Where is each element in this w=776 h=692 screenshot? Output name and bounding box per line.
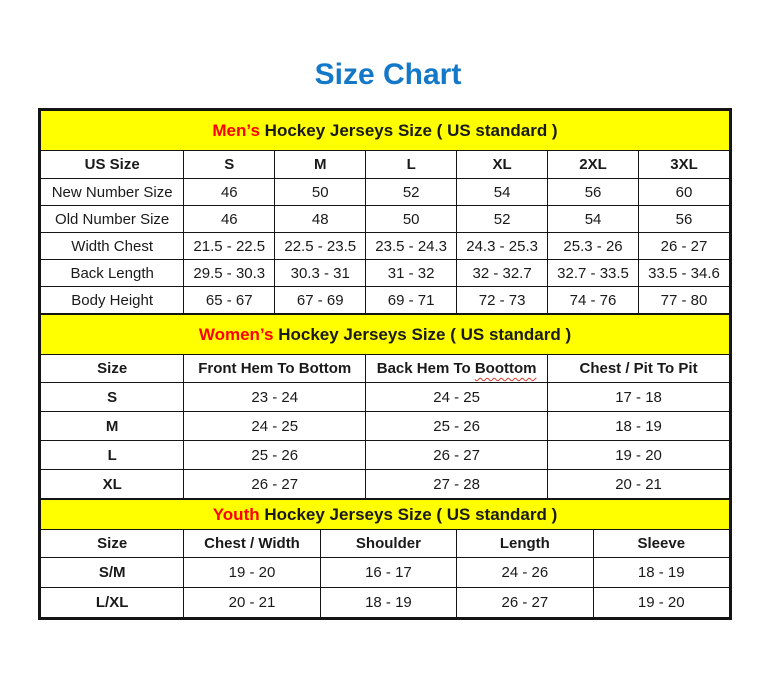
table-row (41, 412, 730, 441)
table-cell: 26 - 27 (366, 441, 548, 470)
youth-section-highlight: Youth (212, 504, 260, 524)
table-cell: 50 (275, 179, 366, 206)
womens-section-header (41, 315, 730, 355)
table-cell: 50 (366, 206, 457, 233)
mens-section-highlight: Men’s (212, 120, 260, 140)
table-cell: 54 (457, 179, 548, 206)
womens-section-highlight: Women’s (198, 324, 274, 344)
youth-size-table (40, 499, 730, 618)
table-cell: 65 - 67 (184, 287, 275, 314)
table-cell: 19 - 20 (548, 441, 730, 470)
column-header: Shoulder (320, 530, 456, 558)
table-cell: 18 - 19 (320, 588, 456, 618)
womens-section-row (41, 315, 730, 355)
table-cell: 31 - 32 (366, 260, 457, 287)
column-header: S (184, 151, 275, 179)
table-cell: 27 - 28 (366, 470, 548, 499)
row-label: Back Length (41, 260, 184, 287)
youth-section-title-text: Hockey Jerseys Size ( US standard ) (264, 504, 558, 524)
table-cell: 54 (548, 206, 639, 233)
column-header: XL (457, 151, 548, 179)
womens-size-table (40, 314, 730, 499)
table-cell: 18 - 19 (593, 558, 729, 588)
table-cell: 72 - 73 (457, 287, 548, 314)
column-header: Chest / Width (184, 530, 320, 558)
table-cell: 24 - 26 (457, 558, 593, 588)
table-cell: 60 (639, 179, 730, 206)
column-header-misspelled (366, 355, 548, 383)
table-cell: 21.5 - 22.5 (184, 233, 275, 260)
table-cell: 52 (366, 179, 457, 206)
table-row (41, 233, 730, 260)
table-cell: 67 - 69 (275, 287, 366, 314)
mens-section-row (41, 111, 730, 151)
row-label: S/M (41, 558, 184, 588)
table-cell: 19 - 20 (593, 588, 729, 618)
column-header: Front Hem To Bottom (184, 355, 366, 383)
table-cell: 30.3 - 31 (275, 260, 366, 287)
table-cell: 24 - 25 (184, 412, 366, 441)
column-header: 3XL (639, 151, 730, 179)
column-header: 2XL (548, 151, 639, 179)
youth-section-header (41, 500, 730, 530)
table-cell: 26 - 27 (639, 233, 730, 260)
table-cell: 22.5 - 23.5 (275, 233, 366, 260)
table-cell: 23 - 24 (184, 383, 366, 412)
table-cell: 19 - 20 (184, 558, 320, 588)
row-label: Old Number Size (41, 206, 184, 233)
table-row (41, 383, 730, 412)
mens-section-title-text: Hockey Jerseys Size ( US standard ) (264, 120, 558, 140)
column-header: Chest / Pit To Pit (548, 355, 730, 383)
row-label: Width Chest (41, 233, 184, 260)
table-row (41, 558, 730, 588)
table-row (41, 260, 730, 287)
row-label: S (41, 383, 184, 412)
table-row (41, 588, 730, 618)
mens-header-row (41, 151, 730, 179)
table-row (41, 441, 730, 470)
table-cell: 32.7 - 33.5 (548, 260, 639, 287)
table-row (41, 287, 730, 314)
table-row (41, 206, 730, 233)
table-cell: 25.3 - 26 (548, 233, 639, 260)
table-cell: 18 - 19 (548, 412, 730, 441)
table-cell: 20 - 21 (548, 470, 730, 499)
table-cell: 52 (457, 206, 548, 233)
table-cell: 69 - 71 (366, 287, 457, 314)
table-cell: 46 (184, 206, 275, 233)
table-cell: 74 - 76 (548, 287, 639, 314)
size-chart-tables (38, 108, 732, 620)
column-header: Size (41, 530, 184, 558)
row-label: L/XL (41, 588, 184, 618)
back-hem-prefix: Back Hem To (376, 360, 471, 377)
table-cell: 46 (184, 179, 275, 206)
column-header: Sleeve (593, 530, 729, 558)
table-cell: 29.5 - 30.3 (184, 260, 275, 287)
table-cell: 24 - 25 (366, 383, 548, 412)
table-cell: 20 - 21 (184, 588, 320, 618)
row-label: M (41, 412, 184, 441)
row-label: New Number Size (41, 179, 184, 206)
mens-size-table (40, 110, 730, 314)
column-header: L (366, 151, 457, 179)
spellcheck-squiggle-word: Boottom (474, 360, 537, 377)
column-header: Size (41, 355, 184, 383)
table-cell: 16 - 17 (320, 558, 456, 588)
mens-section-header (41, 111, 730, 151)
table-cell: 23.5 - 24.3 (366, 233, 457, 260)
column-header: US Size (41, 151, 184, 179)
table-cell: 17 - 18 (548, 383, 730, 412)
row-label: XL (41, 470, 184, 499)
page-root (0, 57, 776, 620)
youth-section-row (41, 500, 730, 530)
table-cell: 26 - 27 (184, 470, 366, 499)
table-cell: 56 (639, 206, 730, 233)
youth-header-row (41, 530, 730, 558)
column-header: M (275, 151, 366, 179)
table-cell: 77 - 80 (639, 287, 730, 314)
table-cell: 56 (548, 179, 639, 206)
table-row (41, 470, 730, 499)
table-cell: 25 - 26 (366, 412, 548, 441)
womens-section-title-text: Hockey Jerseys Size ( US standard ) (278, 324, 572, 344)
table-row (41, 179, 730, 206)
table-cell: 48 (275, 206, 366, 233)
table-cell: 26 - 27 (457, 588, 593, 618)
row-label: L (41, 441, 184, 470)
table-cell: 32 - 32.7 (457, 260, 548, 287)
table-cell: 25 - 26 (184, 441, 366, 470)
page-title: Size Chart (314, 58, 462, 91)
table-cell: 33.5 - 34.6 (639, 260, 730, 287)
column-header: Length (457, 530, 593, 558)
row-label: Body Height (41, 287, 184, 314)
womens-header-row (41, 355, 730, 383)
table-cell: 24.3 - 25.3 (457, 233, 548, 260)
